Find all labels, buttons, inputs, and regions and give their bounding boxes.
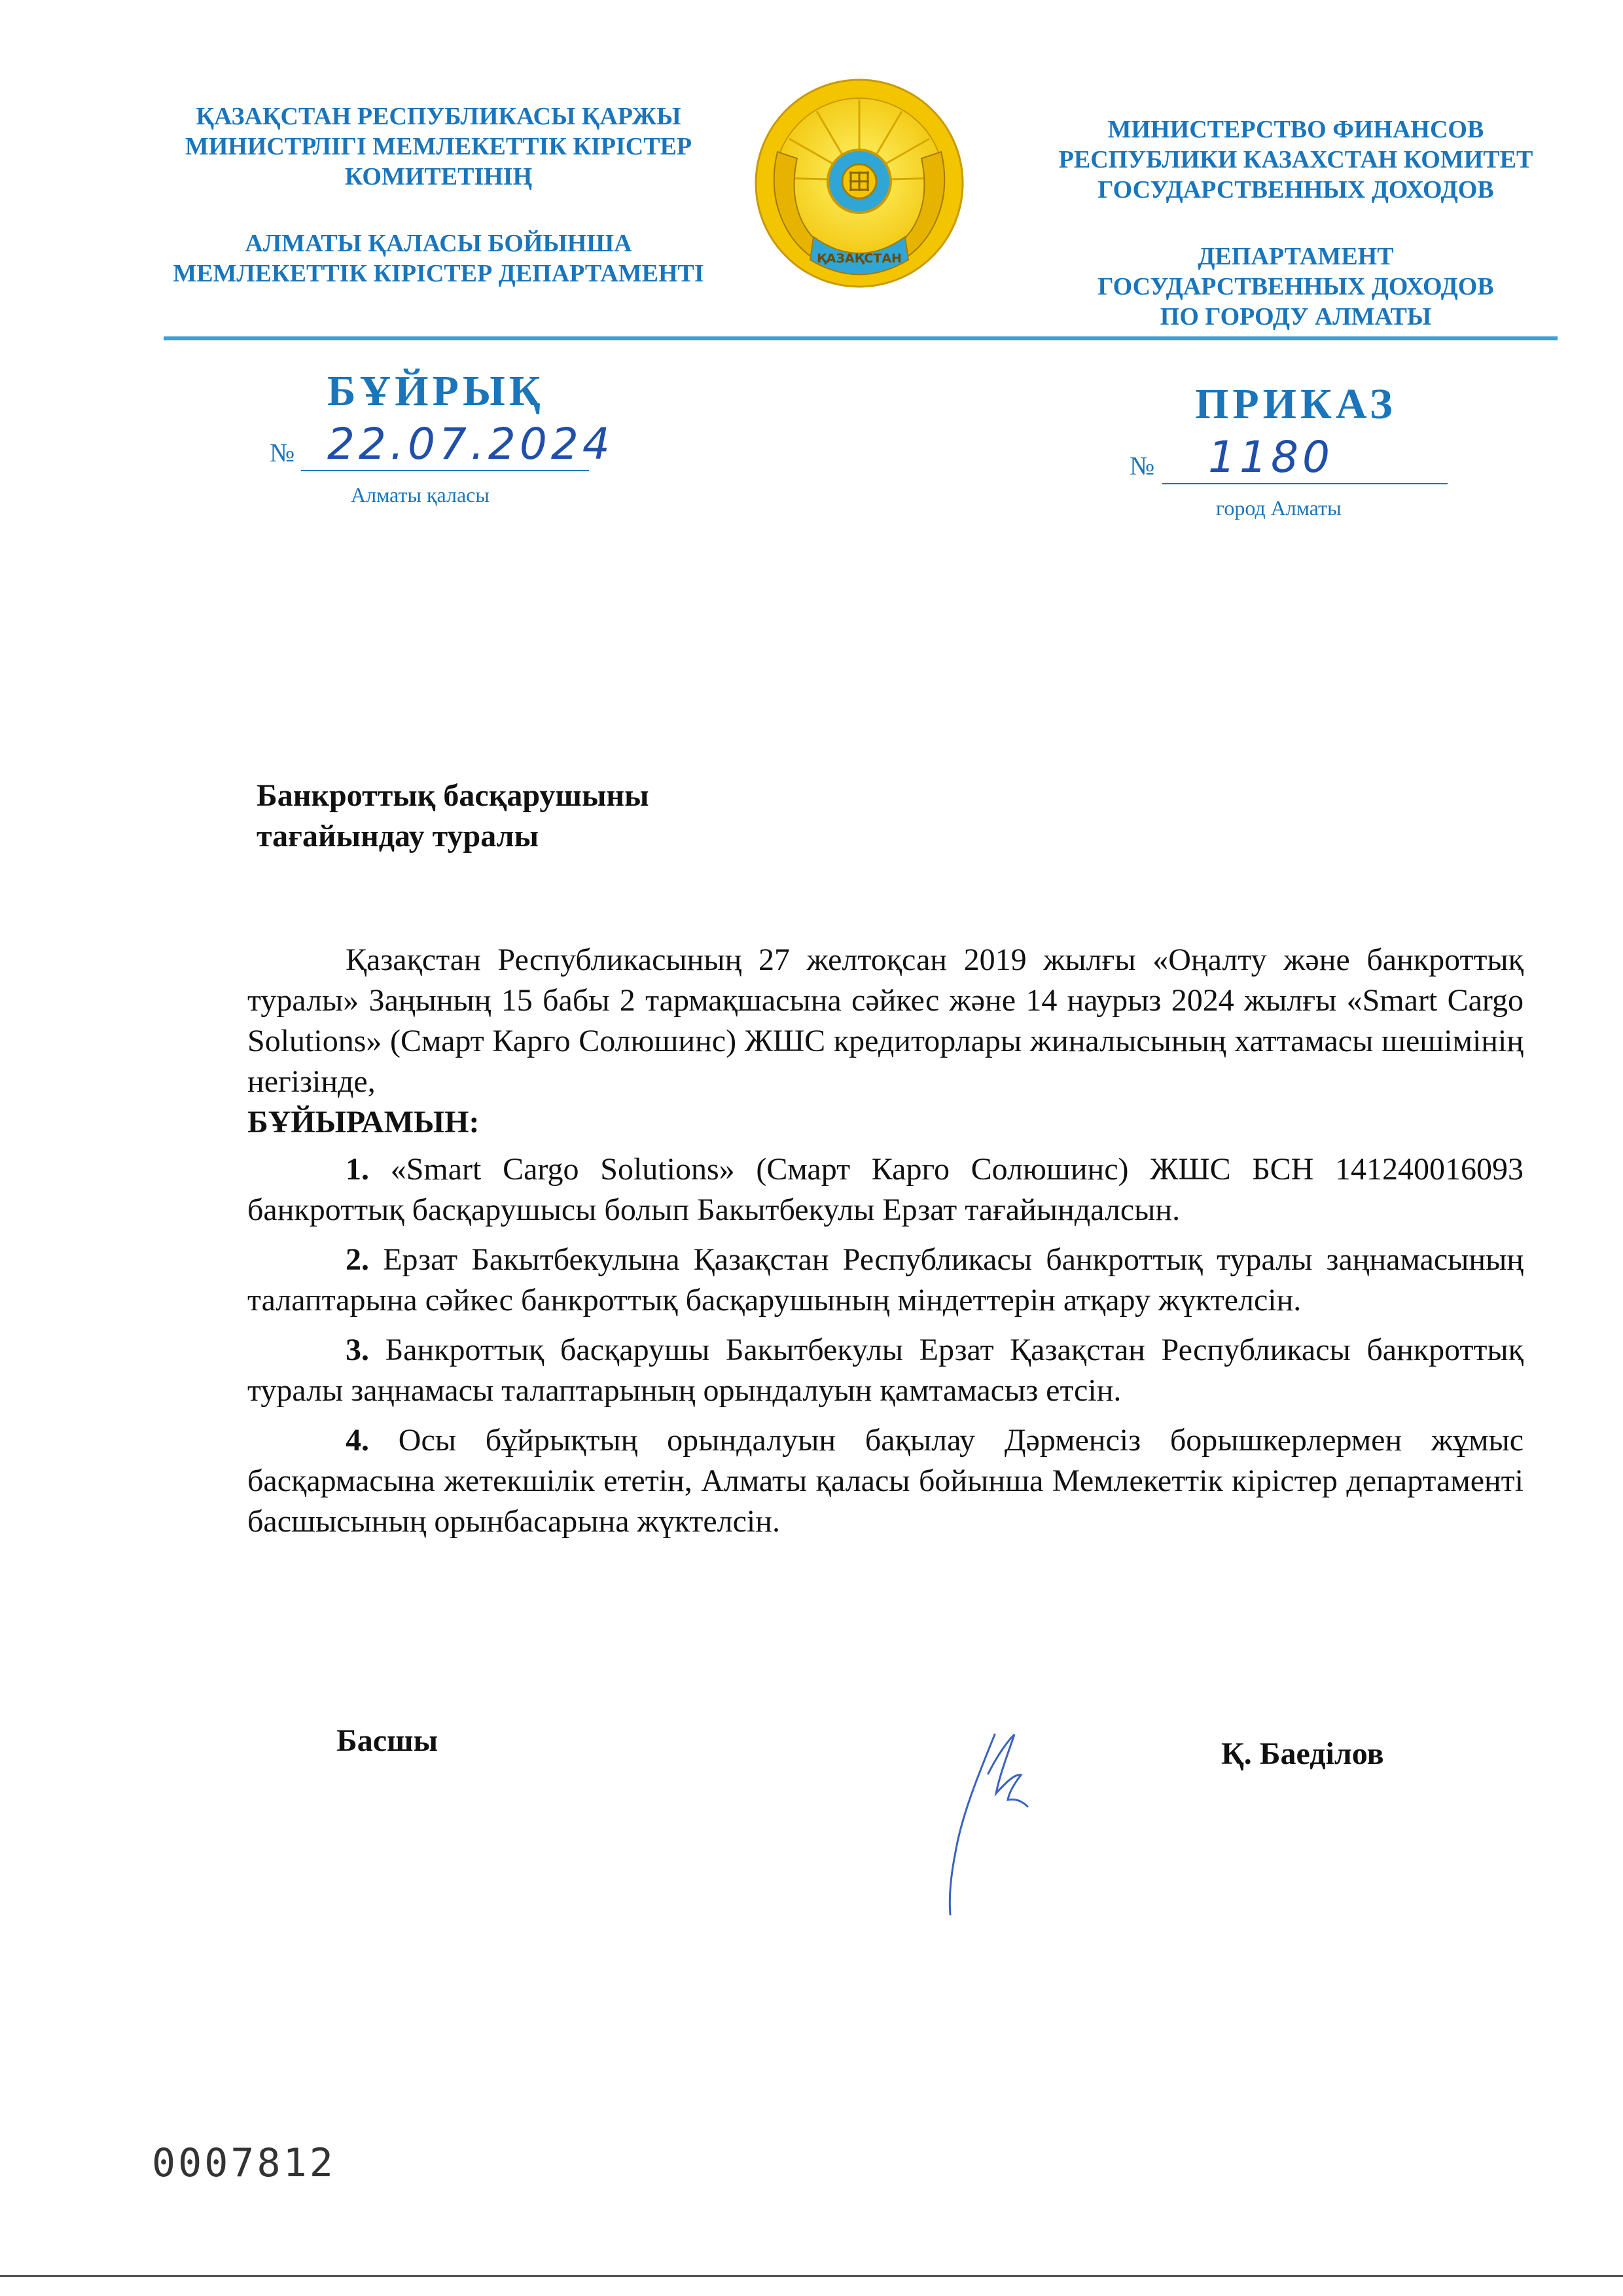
order-item-text: Осы бұйрықтың орындалуын бақылау Дәрменсіз борышкерлермен жұмыс басқармасына жетекшілік ететін, Алматы қаласы бойынша Мемлекеттік кірістер департаменті басшысының орынбасарына жүктелсін. [247,1423,1524,1539]
handwritten-signature [916,1715,1060,1924]
subject-line: Банкроттық басқарушыны [257,778,649,813]
scan-edge-line [0,2275,1623,2277]
body-intro: Қазақстан Республикасының 27 желтоқсан 2019 жылғы «Оңалту және банкроттық туралы» Заңының 15 бабы 2 тармақшасына сәйкес және 14 наурыз 2024 жылғы «Smart Cargo Solutions» (Смарт Карго Солюшинс) ЖШС кредиторлары жиналысының хаттамасы шешімінің негізінде, [247,942,1524,1099]
order-item-number: 4. [346,1423,369,1458]
order-item-text: «Smart Cargo Solutions» (Смарт Карго Солюшинс) ЖШС БСН 141240016093 банкроттық басқарушысы болып Бакытбекулы Ерзат тағайындалсын. [247,1152,1524,1227]
header-right-line: МИНИСТЕРСТВО ФИНАНСОВ [1107,116,1484,143]
order-number-sign-ru: № [1130,451,1155,480]
header-right-line: ПО ГОРОДУ АЛМАТЫ [1160,303,1432,331]
order-word: БҰЙЫРАМЫН: [247,1105,480,1139]
header-rule [164,336,1558,340]
header-right-line: ГОСУДАРСТВЕННЫХ ДОХОДОВ [1097,176,1494,204]
order-number-sign-kz: № [270,438,295,467]
order-title-kz: БҰЙРЫҚ [327,367,544,415]
order-date-handwritten: 22.07.2024 [327,419,614,469]
order-title-ru: ПРИКАЗ [1195,380,1397,428]
order-city-ru: город Алматы [1216,496,1342,520]
header-left [157,101,720,289]
emblem-text: ҚАЗАҚСТАН [817,251,902,266]
header-right [1021,115,1571,332]
header-right-line: РЕСПУБЛИКИ КАЗАХСТАН КОМИТЕТ [1058,146,1533,173]
document-serial-number: 0007812 [152,2140,336,2186]
order-item [247,1240,1524,1321]
header-right-line: ГОСУДАРСТВЕННЫХ ДОХОДОВ [1097,273,1494,300]
state-emblem [751,73,967,296]
order-item-number: 2. [346,1242,369,1277]
order-number-line-ru [1162,483,1448,484]
header-right-line: ДЕПАРТАМЕНТ [1198,243,1394,270]
order-number-line-kz [301,470,589,471]
order-item-number: 3. [346,1333,369,1367]
order-item [247,1420,1524,1542]
subject-line: тағайындау туралы [257,819,539,853]
order-item-number: 1. [346,1152,369,1187]
document-subject [257,776,649,857]
header-left-line: МЕМЛЕКЕТТІК КІРІСТЕР ДЕПАРТАМЕНТІ [173,260,704,287]
document-body [247,940,1524,1551]
header-left-line: АЛМАТЫ ҚАЛАСЫ БОЙЫНША [245,230,632,257]
signatory-name: Қ. Баеділов [1221,1736,1384,1771]
order-number-handwritten: 1180 [1208,432,1334,482]
order-item-text: Банкроттық басқарушы Бакытбекулы Ерзат Қазақстан Республикасы банкроттық туралы заңнамасы талаптарының орындалуын қамтамасыз етсін. [247,1333,1524,1408]
header-left-line: ҚАЗАҚСТАН РЕСПУБЛИКАСЫ ҚАРЖЫ [196,103,681,130]
order-item [247,1330,1524,1411]
order-item-text: Ерзат Бакытбекулына Қазақстан Республикасы банкроттық туралы заңнамасының талаптарына сәйкес банкроттық басқарушының міндеттерін атқару жүктелсін. [247,1242,1524,1318]
order-item [247,1149,1524,1230]
order-city-kz: Алматы қаласы [351,483,490,507]
header-left-line: КОМИТЕТІНІҢ [344,163,533,190]
header-left-line: МИНИСТРЛІГІ МЕМЛЕКЕТТІК КІРІСТЕР [185,133,692,160]
signatory-position: Басшы [336,1723,438,1758]
